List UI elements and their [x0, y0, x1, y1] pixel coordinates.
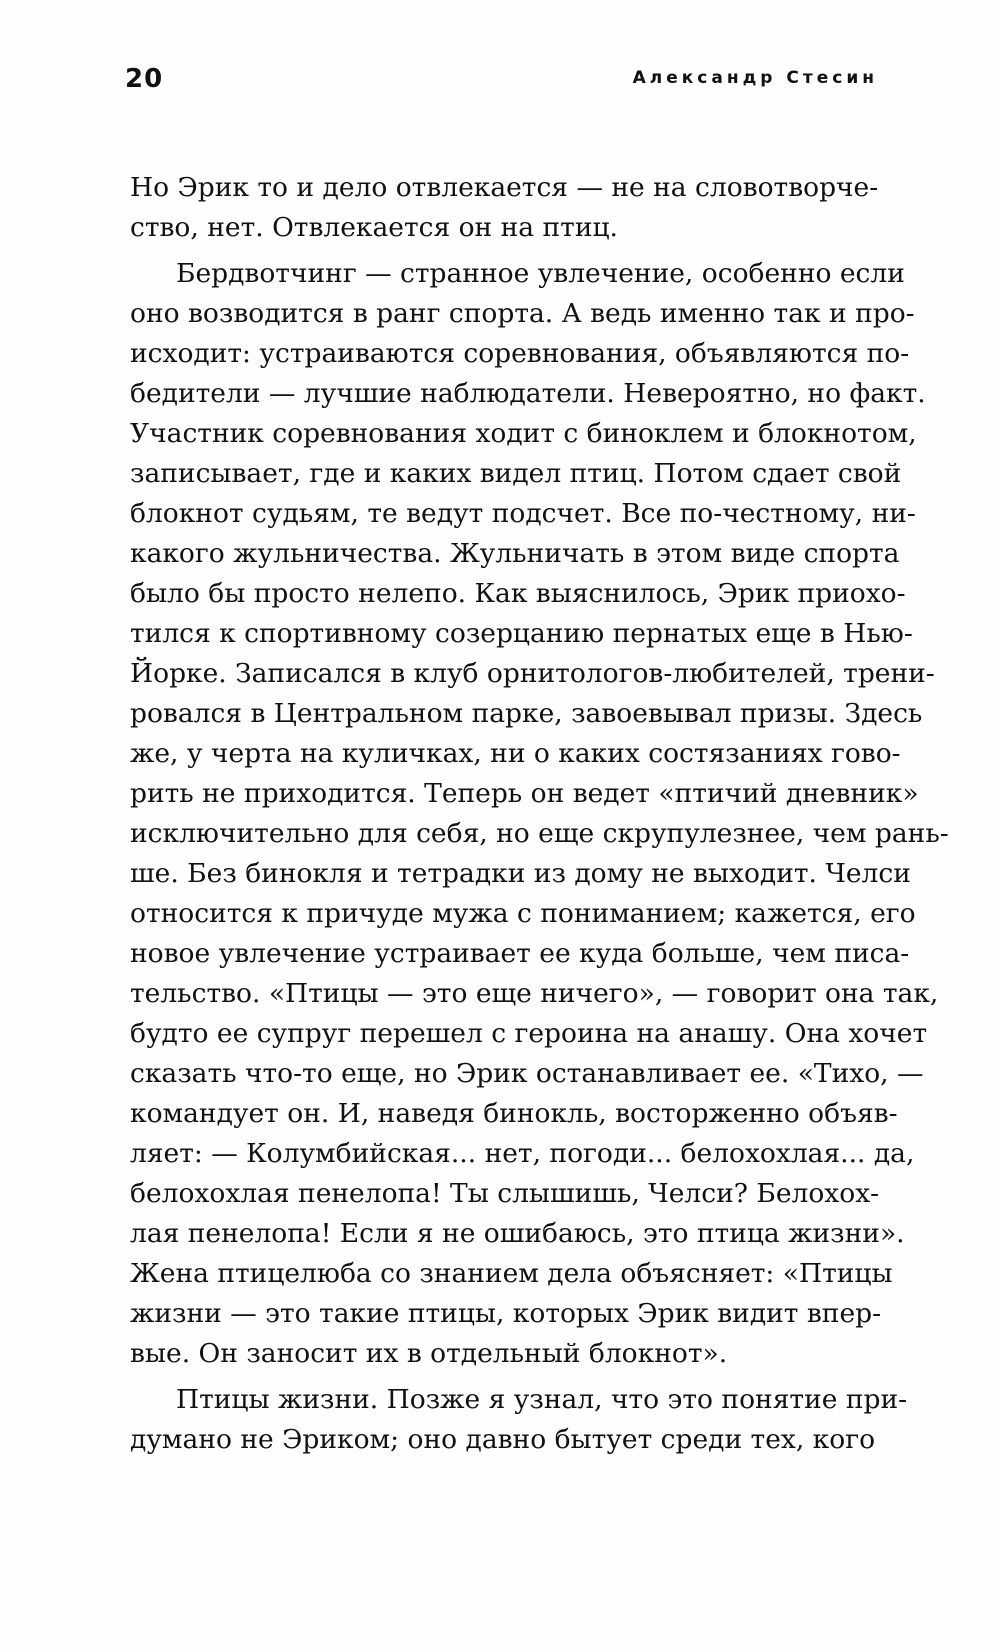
text-line: лая пенелопа! Если я не ошибаюсь, это птица жизни».	[130, 1218, 905, 1249]
text-line: Птицы жизни. Позже я узнал, что это понятие при-	[176, 1384, 908, 1415]
text-line: же, у черта на куличках, ни о каких состязаниях гово-	[130, 738, 901, 769]
text-line: рить не приходится. Теперь он ведет «птичий дневник»	[130, 778, 919, 809]
text-line: жизни — это такие птицы, которых Эрик видит впер-	[130, 1298, 882, 1329]
body-text	[130, 168, 949, 1460]
text-line: ше. Без бинокля и тетрадки из дому не выходит. Челси	[130, 858, 911, 889]
paragraph	[130, 1380, 908, 1460]
text-line: Участник соревнования ходит с биноклем и блокнотом,	[130, 418, 917, 449]
text-line: исходит: устраиваются соревнования, объявляются по-	[130, 338, 910, 369]
page-header	[125, 64, 878, 104]
text-line: вые. Он заносит их в отдельный блокнот».	[130, 1338, 728, 1369]
page-number: 20	[125, 64, 164, 94]
text-line: Но Эрик то и дело отвлекается — не на словотворче-	[130, 172, 879, 203]
text-line: блокнот судьям, те ведут подсчет. Все по-честному, ни-	[130, 498, 916, 529]
text-line: белохохлая пенелопа! Ты слышишь, Челси? Белохох-	[130, 1178, 880, 1209]
paragraph	[130, 254, 949, 1374]
text-line: Бердвотчинг — странное увлечение, особенно если	[176, 258, 905, 289]
text-line: тился к спортивному созерцанию пернатых еще в Нью-	[130, 618, 913, 649]
text-line: записывает, где и каких видел птиц. Потом сдает свой	[130, 458, 902, 489]
text-line: Жена птицелюба со знанием дела объясняет: «Птицы	[130, 1258, 893, 1289]
text-line: ляет: — Колумбийская... нет, погоди... белохохлая... да,	[130, 1138, 915, 1169]
text-line: сказать что-то еще, но Эрик останавливает ее. «Тихо, —	[130, 1058, 924, 1089]
text-line: исключительно для себя, но еще скрупулезнее, чем рань-	[130, 818, 949, 849]
text-line: ровался в Центральном парке, завоевывал призы. Здесь	[130, 698, 923, 729]
text-line: бедители — лучшие наблюдатели. Невероятно, но факт.	[130, 378, 926, 409]
text-line: ство, нет. Отвлекается он на птиц.	[130, 212, 618, 243]
text-line: тельство. «Птицы — это еще ничего», — говорит она так,	[130, 978, 939, 1009]
text-line: думано не Эриком; оно давно бытует среди тех, кого	[130, 1424, 876, 1455]
running-head: Александр Стесин	[632, 68, 878, 88]
text-line: Йорке. Записался в клуб орнитологов-любителей, трени-	[130, 658, 935, 689]
text-line: будто ее супруг перешел с героина на анашу. Она хочет	[130, 1018, 928, 1049]
text-line: какого жульничества. Жульничать в этом виде спорта	[130, 538, 900, 569]
text-line: командует он. И, наведя бинокль, восторженно объяв-	[130, 1098, 898, 1129]
text-line: новое увлечение устраивает ее куда больше, чем писа-	[130, 938, 910, 969]
text-line: оно возводится в ранг спорта. А ведь именно так и про-	[130, 298, 915, 329]
text-line: относится к причуде мужа с пониманием; кажется, его	[130, 898, 916, 929]
text-line: было бы просто нелепо. Как выяснилось, Эрик приохо-	[130, 578, 906, 609]
paragraph	[130, 168, 879, 248]
